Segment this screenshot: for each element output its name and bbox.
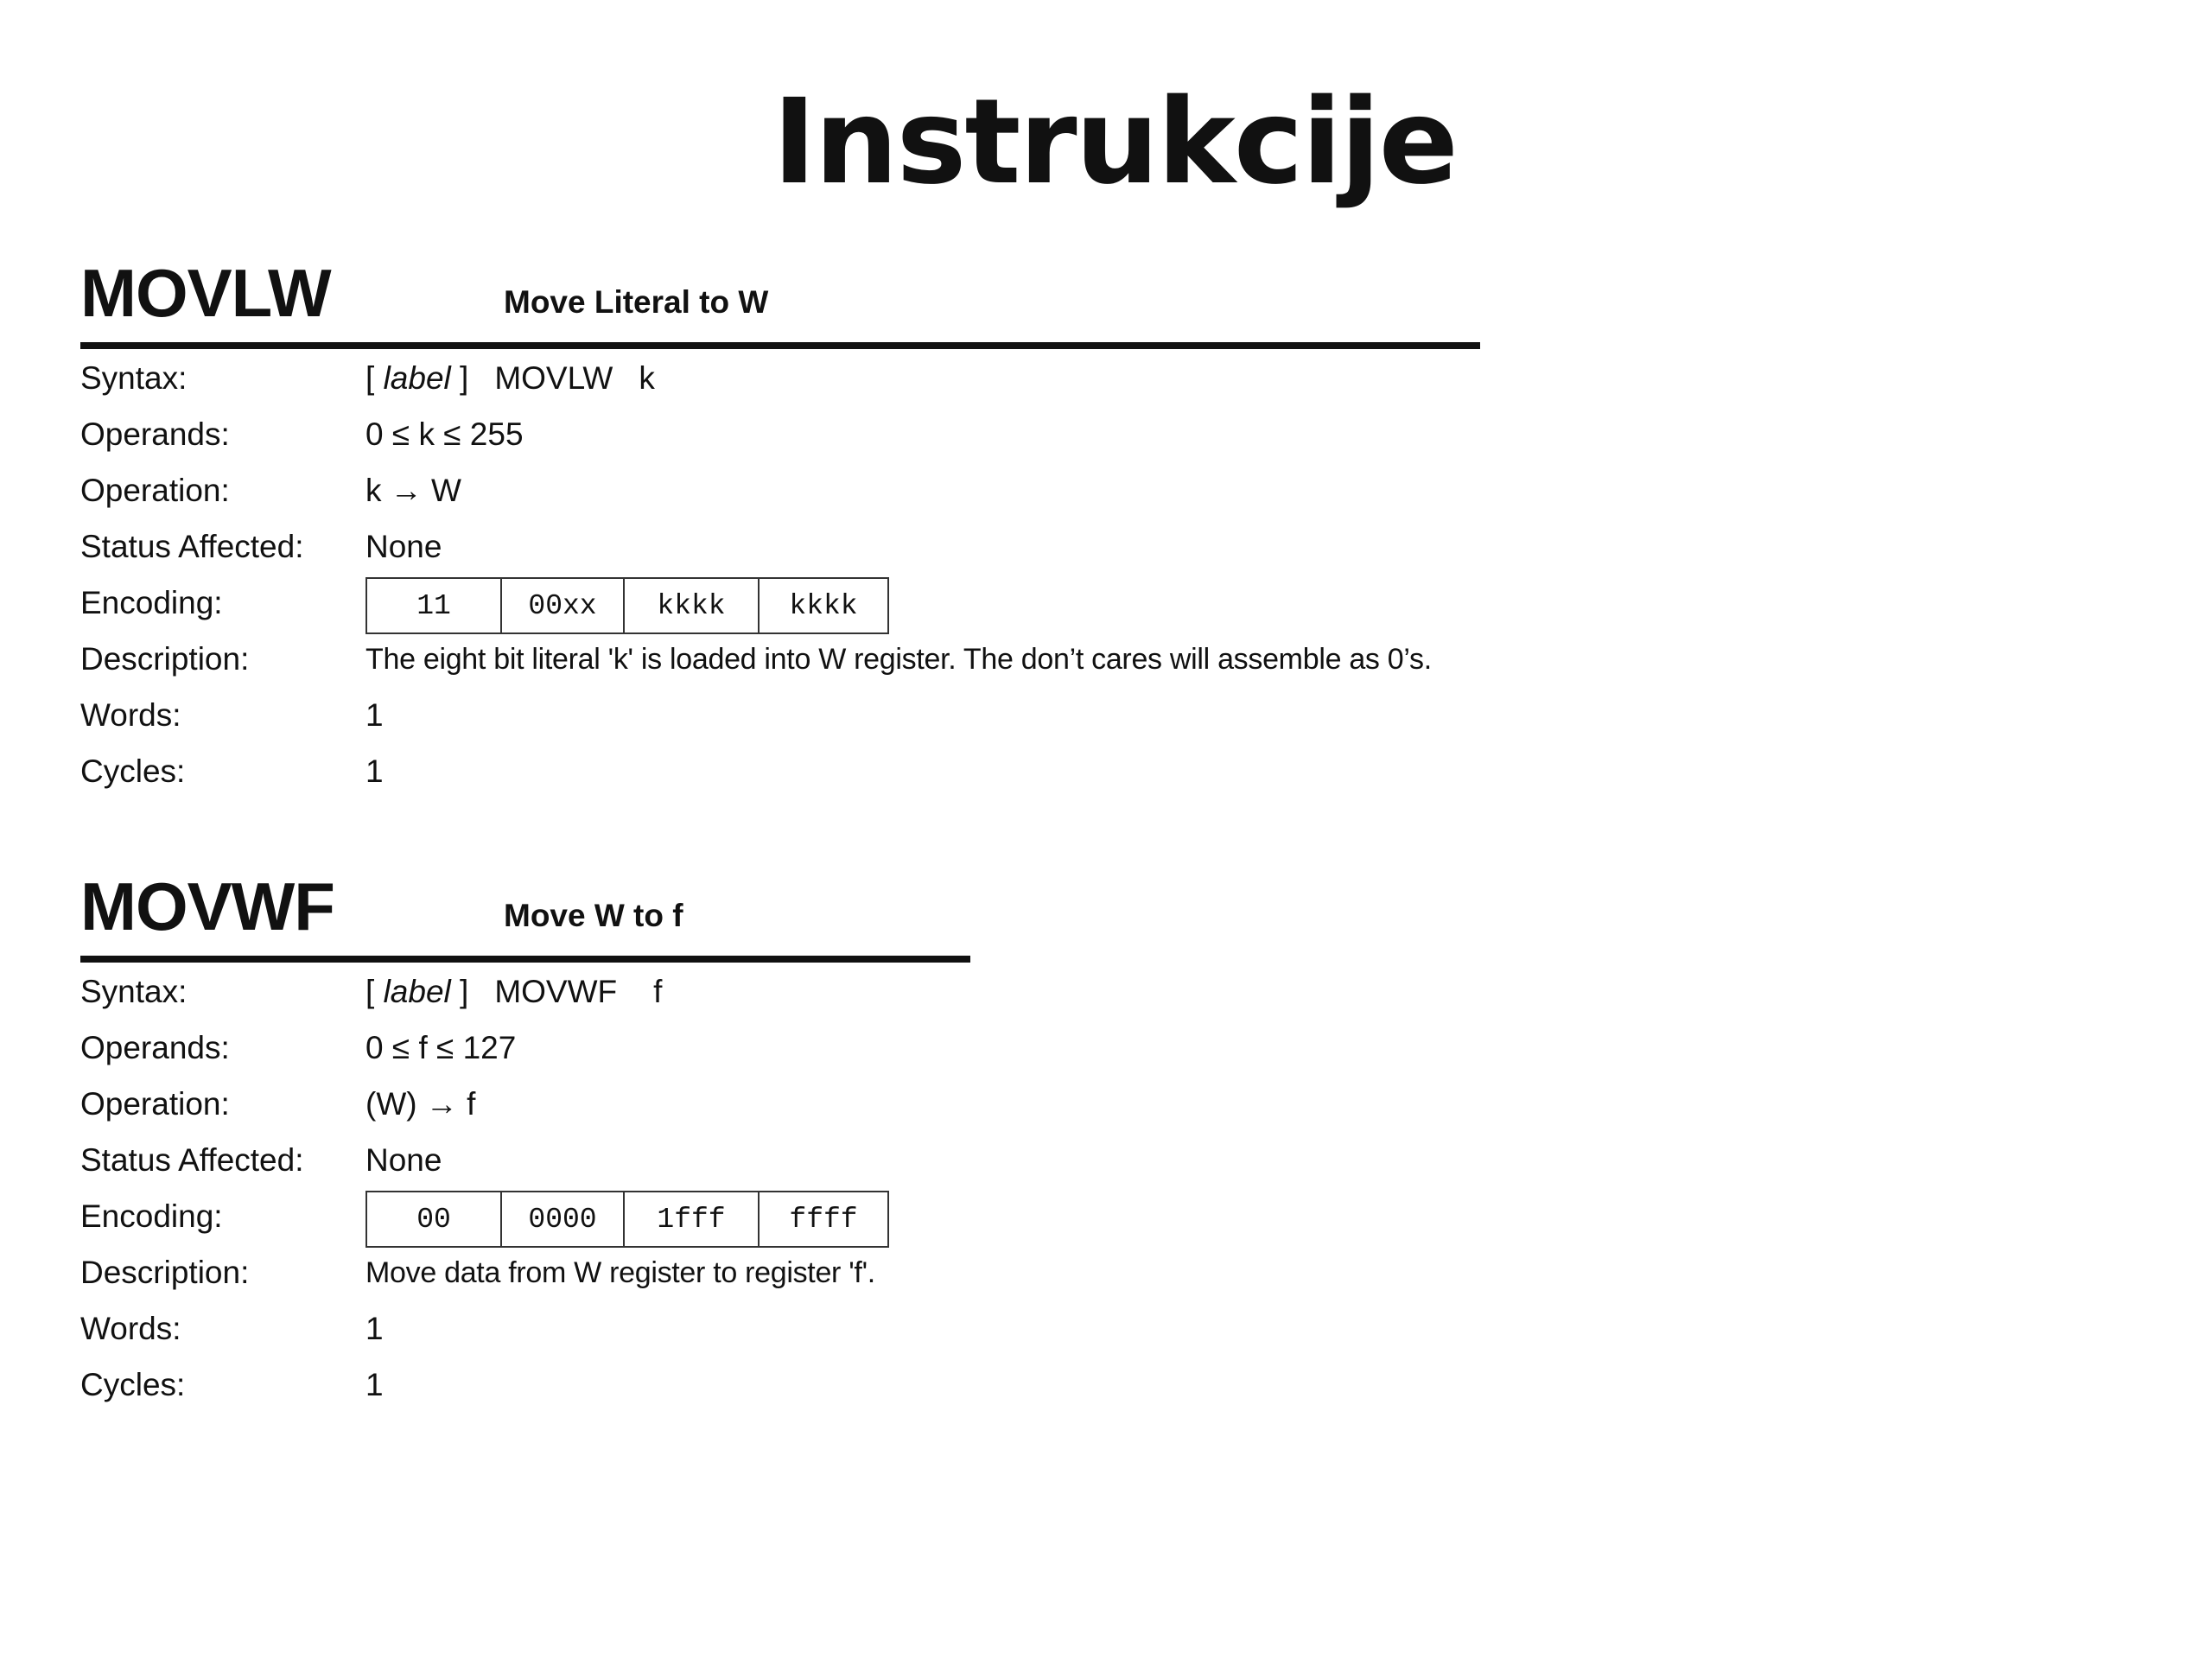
operation-label: Operation:	[80, 473, 230, 508]
encoding-label: Encoding:	[80, 585, 223, 620]
operands-value: 0 ≤ f ≤ 127	[365, 1030, 517, 1065]
operands-value: 0 ≤ k ≤ 255	[365, 416, 524, 452]
instruction-name: Move Literal to W	[504, 284, 769, 320]
syntax-label-placeholder: label	[383, 974, 451, 1009]
description-value: Move data from W register to register 'f'.	[365, 1256, 875, 1289]
operation-value: (W) → f	[365, 1086, 476, 1122]
instruction-movlw	[80, 255, 1480, 798]
syntax-value: [ label ] MOVWF f	[365, 974, 663, 1009]
syntax-mnemonic: MOVLW	[494, 360, 613, 396]
encoding-label: Encoding:	[80, 1198, 223, 1234]
description-label: Description:	[80, 1255, 250, 1290]
header-rule	[80, 956, 970, 963]
encoding-cell: 00	[367, 1192, 502, 1246]
status-value: None	[365, 529, 442, 564]
encoding-table	[365, 1191, 889, 1248]
operation-row	[80, 461, 1480, 518]
cycles-value: 1	[365, 1367, 384, 1402]
operands-label: Operands:	[80, 1030, 230, 1065]
status-row	[80, 1131, 970, 1187]
operands-label: Operands:	[80, 416, 230, 452]
operands-row	[80, 1019, 970, 1075]
words-label: Words:	[80, 697, 181, 733]
encoding-cell: kkkk	[625, 579, 760, 632]
encoding-cell: 11	[367, 579, 502, 632]
instruction-mnemonic: MOVWF	[80, 868, 334, 944]
instruction-header	[80, 868, 970, 956]
instruction-header	[80, 255, 1480, 342]
words-row	[80, 1300, 970, 1356]
syntax-operand: f	[653, 974, 663, 1009]
encoding-row	[80, 1187, 970, 1243]
encoding-table	[365, 577, 889, 634]
words-value: 1	[365, 697, 384, 733]
status-row	[80, 518, 1480, 574]
instruction-name: Move W to f	[504, 898, 683, 933]
encoding-cell: 1fff	[625, 1192, 760, 1246]
instruction-mnemonic: MOVLW	[80, 255, 331, 331]
encoding-cell: 00xx	[502, 579, 625, 632]
operation-row	[80, 1075, 970, 1131]
page-title: Instrukcije	[772, 74, 1457, 211]
description-row	[80, 1243, 970, 1300]
words-value: 1	[365, 1311, 384, 1346]
syntax-label: Syntax:	[80, 974, 188, 1009]
syntax-row	[80, 349, 1480, 405]
words-row	[80, 686, 1480, 742]
description-value: The eight bit literal 'k' is loaded into W register. The don’t cares will assemble as 0’s.	[365, 643, 1432, 676]
syntax-operand: k	[639, 360, 655, 396]
operation-value: k → W	[365, 473, 461, 508]
words-label: Words:	[80, 1311, 181, 1346]
status-label: Status Affected:	[80, 1142, 304, 1178]
cycles-label: Cycles:	[80, 753, 186, 789]
syntax-row	[80, 963, 970, 1019]
status-value: None	[365, 1142, 442, 1178]
description-row	[80, 630, 1480, 686]
operands-row	[80, 405, 1480, 461]
encoding-cell: kkkk	[789, 589, 858, 622]
cycles-row	[80, 742, 1480, 798]
description-label: Description:	[80, 641, 250, 677]
status-label: Status Affected:	[80, 529, 304, 564]
syntax-mnemonic: MOVWF	[494, 974, 618, 1009]
operation-label: Operation:	[80, 1086, 230, 1122]
syntax-label-placeholder: label	[383, 360, 451, 396]
cycles-label: Cycles:	[80, 1367, 186, 1402]
cycles-value: 1	[365, 753, 384, 789]
cycles-row	[80, 1356, 970, 1412]
encoding-cell: 0000	[502, 1192, 625, 1246]
instruction-movwf	[80, 868, 970, 1412]
syntax-value: [ label ] MOVLW k	[365, 360, 655, 396]
encoding-cell: ffff	[789, 1203, 858, 1236]
encoding-row	[80, 574, 1480, 630]
header-rule	[80, 342, 1480, 349]
syntax-label: Syntax:	[80, 360, 188, 396]
